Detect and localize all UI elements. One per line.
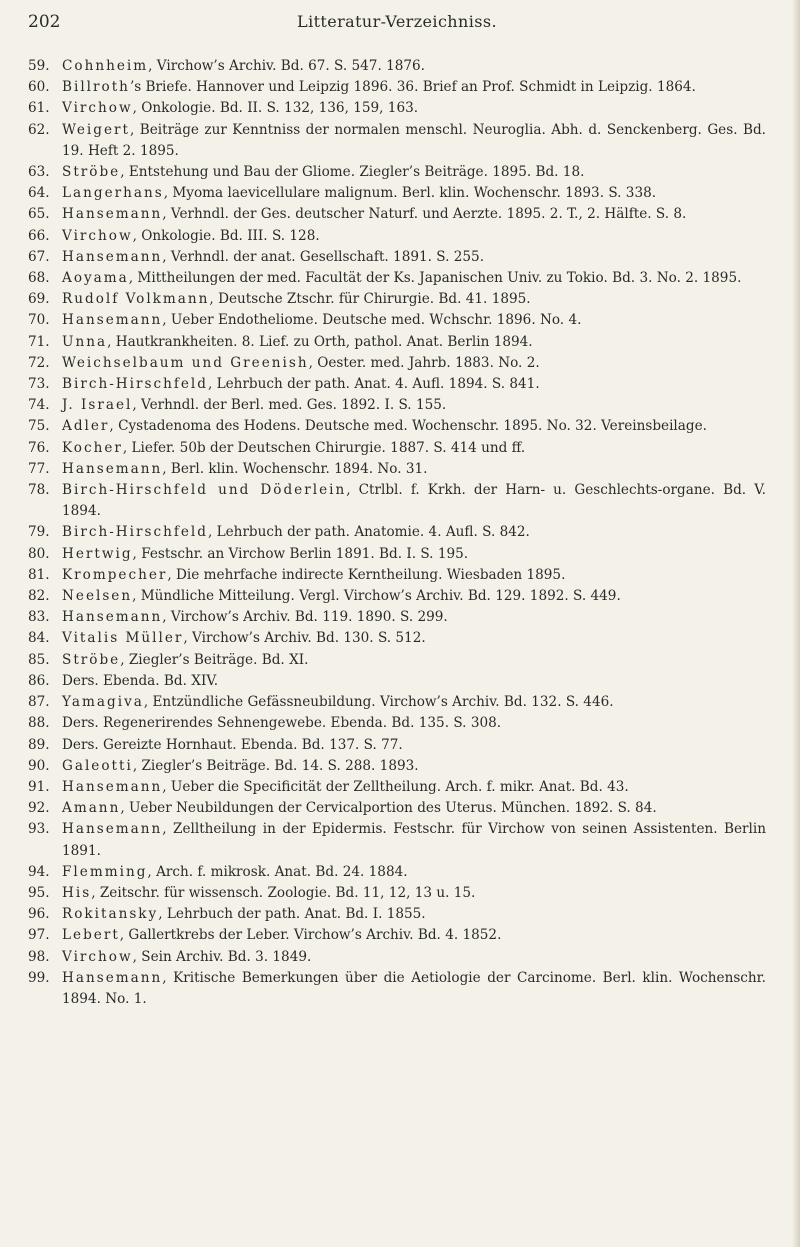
bibliography-entry xyxy=(28,968,766,1010)
entry-author: Rokitansky xyxy=(62,906,159,923)
bibliography-entry xyxy=(28,565,766,586)
entry-citation: , Verhndl. der Ges. deutscher Naturf. und Aerzte. 1895. 2. T., 2. Hälfte. S. 8. xyxy=(162,206,687,223)
entry-author: Hansemann xyxy=(62,248,163,265)
entry-text xyxy=(62,777,766,798)
entry-number: 66. xyxy=(28,227,50,244)
bibliography-entry xyxy=(28,374,766,395)
entry-citation: , Entzündliche Gefässneubildung. Virchow’s Archiv. Bd. 132. S. 446. xyxy=(143,694,614,711)
entry-author: Adler xyxy=(62,418,110,435)
entry-text xyxy=(62,544,766,565)
bibliography-entry xyxy=(28,480,766,522)
entry-number: 61. xyxy=(28,100,50,117)
entry-author: Hertwig xyxy=(62,545,133,562)
entry-citation: , Onkologie. Bd. II. S. 132, 136, 159, 163. xyxy=(132,100,419,117)
entry-text xyxy=(62,183,766,204)
entry-number: 93. xyxy=(28,821,50,838)
page-edge-shadow xyxy=(792,0,800,1247)
entry-text xyxy=(62,416,766,437)
page-header xyxy=(28,10,766,40)
entry-number: 59. xyxy=(28,58,50,74)
entry-citation: Ders. Gereizte Hornhaut. Ebenda. Bd. 137. S. 77. xyxy=(62,736,403,753)
entry-author: Amann xyxy=(62,800,121,817)
entry-text xyxy=(62,586,766,607)
entry-text xyxy=(62,438,766,459)
entry-author: Weigert xyxy=(62,121,130,138)
entry-number: 90. xyxy=(28,757,50,774)
entry-citation: , Festschr. an Virchow Berlin 1891. Bd. I. S. 195. xyxy=(132,545,469,562)
entry-citation: , Virchow’s Archiv. Bd. 67. S. 547. 1876. xyxy=(148,58,425,74)
entry-author: Birch-Hirschfeld und Döderlein xyxy=(62,482,347,499)
entry-text xyxy=(62,968,766,1010)
entry-author: Birch-Hirschfeld xyxy=(62,524,208,541)
entry-citation: , Oester. med. Jahrb. 1883. No. 2. xyxy=(308,354,540,371)
entry-text xyxy=(62,226,766,247)
entry-author: Yamagiva xyxy=(62,694,144,711)
entry-citation: , Berl. klin. Wochenschr. 1894. No. 31. xyxy=(162,460,428,477)
entry-author: Aoyama xyxy=(62,270,129,287)
entry-text xyxy=(62,904,766,925)
bibliography-entry xyxy=(28,77,766,98)
bibliography-entry xyxy=(28,819,766,861)
entry-text xyxy=(62,77,766,98)
entry-text xyxy=(62,120,766,162)
bibliography-entry xyxy=(28,650,766,671)
entry-citation: , Ctrlbl. f. Krkh. der Harn- u. Geschlechts-organe. Bd. V. 1894. xyxy=(62,482,766,520)
entry-text xyxy=(62,883,766,904)
entry-text xyxy=(62,480,766,522)
entry-author: Vitalis Müller xyxy=(62,630,184,647)
entry-number: 70. xyxy=(28,312,50,329)
entry-text xyxy=(62,522,766,543)
entry-citation: , Verhndl. der anat. Gesellschaft. 1891. S. 255. xyxy=(162,248,485,265)
bibliography-entry xyxy=(28,183,766,204)
entry-author: Unna xyxy=(62,333,108,350)
entry-text xyxy=(62,650,766,671)
entry-citation: , Ueber die Specificität der Zelltheilung. Arch. f. mikr. Anat. Bd. 43. xyxy=(162,778,629,795)
entry-citation: , Mündliche Mitteilung. Vergl. Virchow’s Archiv. Bd. 129. 1892. S. 449. xyxy=(132,588,621,605)
bibliography-entry xyxy=(28,522,766,543)
entry-number: 97. xyxy=(28,927,50,944)
entry-text xyxy=(62,798,766,819)
entry-text xyxy=(62,162,766,183)
entry-author: Virchow xyxy=(62,227,133,244)
entry-number: 76. xyxy=(28,439,50,456)
entry-author: Rudolf Volkmann xyxy=(62,291,210,308)
entry-author: Hansemann xyxy=(62,821,163,838)
entry-number: 85. xyxy=(28,651,50,668)
bibliography-entry xyxy=(28,395,766,416)
bibliography-entry xyxy=(28,798,766,819)
entry-number: 64. xyxy=(28,185,50,202)
entry-text xyxy=(62,56,766,77)
entry-author: His xyxy=(62,884,92,901)
entry-number: 79. xyxy=(28,524,50,541)
entry-citation: , Entstehung und Bau der Gliome. Ziegler’s Beiträge. 1895. Bd. 18. xyxy=(120,164,585,181)
entry-citation: , Verhndl. der Berl. med. Ges. 1892. I. S. 155. xyxy=(132,397,447,414)
bibliography-entry xyxy=(28,268,766,289)
entry-citation: ’s Briefe. Hannover und Leipzig 1896. 36. Brief an Prof. Schmidt in Leipzig. 1864. xyxy=(129,79,696,96)
bibliography-entry xyxy=(28,289,766,310)
entry-number: 69. xyxy=(28,291,50,308)
entry-text xyxy=(62,671,766,692)
entry-citation: Ders. Ebenda. Bd. XIV. xyxy=(62,672,219,689)
page-number: 202 xyxy=(28,12,61,32)
entry-citation: , Beiträge zur Kenntniss der normalen menschl. Neuroglia. Abh. d. Senckenberg. Ges. Bd. 19. Heft 2. 1895. xyxy=(62,121,766,159)
bibliography-entry xyxy=(28,777,766,798)
entry-author: Weichselbaum und Greenish xyxy=(62,354,309,371)
entry-text xyxy=(62,607,766,628)
entry-citation: , Lehrbuch der path. Anat. 4. Aufl. 1894. S. 841. xyxy=(207,376,540,393)
entry-citation: , Lehrbuch der path. Anat. Bd. I. 1855. xyxy=(158,906,426,923)
entry-author: Ströbe xyxy=(62,164,121,181)
entry-text xyxy=(62,756,766,777)
entry-text xyxy=(62,862,766,883)
entry-author: Hansemann xyxy=(62,206,163,223)
entry-author: Galeotti xyxy=(62,757,133,774)
entry-text xyxy=(62,628,766,649)
bibliography-entry xyxy=(28,98,766,119)
entry-text xyxy=(62,247,766,268)
bibliography-entry xyxy=(28,735,766,756)
entry-citation: , Zelltheilung in der Epidermis. Festschr. für Virchow von seinen Assistenten. Berlin 1891. xyxy=(62,821,766,859)
entry-citation: , Ueber Neubildungen der Cervicalportion des Uterus. München. 1892. S. 84. xyxy=(120,800,657,817)
entry-citation: , Hautkrankheiten. 8. Lief. zu Orth, pathol. Anat. Berlin 1894. xyxy=(107,333,533,350)
entry-number: 91. xyxy=(28,778,50,795)
entry-author: Flemming xyxy=(62,863,148,880)
entry-text xyxy=(62,204,766,225)
entry-number: 65. xyxy=(28,206,50,223)
entry-number: 87. xyxy=(28,694,50,711)
entry-text xyxy=(62,395,766,416)
bibliography-entry xyxy=(28,862,766,883)
entry-author: Virchow xyxy=(62,100,133,117)
entry-number: 88. xyxy=(28,715,50,732)
entry-citation: , Virchow’s Archiv. Bd. 130. S. 512. xyxy=(183,630,426,647)
entry-number: 75. xyxy=(28,418,50,435)
entry-number: 98. xyxy=(28,948,50,965)
bibliography-entry xyxy=(28,756,766,777)
entry-author: Hansemann xyxy=(62,969,163,986)
entry-author: Kocher xyxy=(62,439,123,456)
entry-number: 77. xyxy=(28,460,50,477)
entry-citation: , Die mehrfache indirecte Kerntheilung. Wiesbaden 1895. xyxy=(167,566,566,583)
entry-text xyxy=(62,692,766,713)
entry-citation: , Cystadenoma des Hodens. Deutsche med. Wochenschr. 1895. No. 32. Vereinsbeilage. xyxy=(109,418,707,435)
entry-number: 84. xyxy=(28,630,50,647)
entry-text xyxy=(62,98,766,119)
bibliography-entry xyxy=(28,310,766,331)
bibliography-entry xyxy=(28,459,766,480)
entry-author: Hansemann xyxy=(62,609,163,626)
bibliography-entry xyxy=(28,544,766,565)
entry-number: 95. xyxy=(28,884,50,901)
entry-number: 71. xyxy=(28,333,50,350)
entry-number: 99. xyxy=(28,969,50,986)
entry-author: Ströbe xyxy=(62,651,121,668)
entry-citation: , Sein Archiv. Bd. 3. 1849. xyxy=(132,948,312,965)
entry-number: 74. xyxy=(28,397,50,414)
entry-author: Virchow xyxy=(62,948,133,965)
entry-number: 68. xyxy=(28,270,50,287)
bibliography-entry xyxy=(28,628,766,649)
entry-number: 78. xyxy=(28,482,50,499)
entry-citation: , Virchow’s Archiv. Bd. 119. 1890. S. 299. xyxy=(162,609,448,626)
bibliography-entry xyxy=(28,713,766,734)
entry-number: 81. xyxy=(28,566,50,583)
bibliography-entry xyxy=(28,247,766,268)
entry-text xyxy=(62,925,766,946)
bibliography-list xyxy=(28,56,766,1010)
bibliography-entry xyxy=(28,438,766,459)
entry-text xyxy=(62,374,766,395)
entry-text xyxy=(62,268,766,289)
entry-citation: , Onkologie. Bd. III. S. 128. xyxy=(132,227,320,244)
entry-citation: , Ueber Endotheliome. Deutsche med. Wchschr. 1896. No. 4. xyxy=(162,312,582,329)
entry-number: 96. xyxy=(28,906,50,923)
entry-citation: , Ziegler’s Beiträge. Bd. 14. S. 288. 1893. xyxy=(132,757,419,774)
entry-text xyxy=(62,332,766,353)
entry-number: 89. xyxy=(28,736,50,753)
entry-number: 92. xyxy=(28,800,50,817)
entry-citation: , Liefer. 50b der Deutschen Chirurgie. 1887. S. 414 und ff. xyxy=(122,439,526,456)
entry-citation: , Mittheilungen der med. Facultät der Ks. Japanischen Univ. zu Tokio. Bd. 3. No. 2. 1895. xyxy=(128,270,742,287)
entry-author: Hansemann xyxy=(62,778,163,795)
entry-number: 94. xyxy=(28,863,50,880)
entry-author: J. Israel xyxy=(62,397,133,414)
entry-text xyxy=(62,289,766,310)
entry-number: 60. xyxy=(28,79,50,96)
entry-author: Langerhans xyxy=(62,185,164,202)
entry-number: 82. xyxy=(28,588,50,605)
entry-citation: , Deutsche Ztschr. für Chirurgie. Bd. 41. 1895. xyxy=(209,291,531,308)
entry-citation: , Gallertkrebs der Leber. Virchow’s Archiv. Bd. 4. 1852. xyxy=(119,927,502,944)
entry-citation: , Ziegler’s Beiträge. Bd. XI. xyxy=(120,651,309,668)
entry-text xyxy=(62,819,766,861)
bibliography-entry xyxy=(28,416,766,437)
entry-text xyxy=(62,735,766,756)
entry-author: Neelsen xyxy=(62,588,133,605)
entry-author: Hansemann xyxy=(62,460,163,477)
entry-text xyxy=(62,947,766,968)
bibliography-entry xyxy=(28,56,766,77)
bibliography-entry xyxy=(28,671,766,692)
bibliography-entry xyxy=(28,120,766,162)
entry-citation: , Myoma laevicellulare malignum. Berl. klin. Wochenschr. 1893. S. 338. xyxy=(163,185,657,202)
entry-number: 67. xyxy=(28,248,50,265)
bibliography-entry xyxy=(28,226,766,247)
entry-author: Birch-Hirschfeld xyxy=(62,376,208,393)
entry-number: 86. xyxy=(28,672,50,689)
entry-author: Lebert xyxy=(62,927,120,944)
entry-citation: Ders. Regenerirendes Sehnengewebe. Ebenda. Bd. 135. S. 308. xyxy=(62,715,502,732)
entry-author: Hansemann xyxy=(62,312,163,329)
bibliography-entry xyxy=(28,353,766,374)
entry-number: 62. xyxy=(28,121,50,138)
entry-number: 72. xyxy=(28,354,50,371)
entry-citation: , Lehrbuch der path. Anatomie. 4. Aufl. S. 842. xyxy=(207,524,530,541)
entry-author: Cohnheim xyxy=(62,58,149,74)
entry-number: 73. xyxy=(28,376,50,393)
entry-text xyxy=(62,310,766,331)
entry-number: 63. xyxy=(28,164,50,181)
bibliography-entry xyxy=(28,947,766,968)
bibliography-entry xyxy=(28,883,766,904)
bibliography-entry xyxy=(28,692,766,713)
entry-author: Krompecher xyxy=(62,566,168,583)
entry-citation: , Kritische Bemerkungen über die Aetiologie der Carcinome. Berl. klin. Wochenschr. 1894. No. 1. xyxy=(62,969,766,1007)
entry-author: Billroth xyxy=(62,79,130,96)
bibliography-entry xyxy=(28,162,766,183)
bibliography-entry xyxy=(28,925,766,946)
entry-citation: , Zeitschr. für wissensch. Zoologie. Bd. 11, 12, 13 u. 15. xyxy=(91,884,476,901)
bibliography-entry xyxy=(28,204,766,225)
entry-number: 83. xyxy=(28,609,50,626)
entry-number: 80. xyxy=(28,545,50,562)
entry-text xyxy=(62,353,766,374)
running-title: Litteratur-Verzeichniss. xyxy=(297,12,497,31)
entry-text xyxy=(62,565,766,586)
bibliography-entry xyxy=(28,607,766,628)
bibliography-entry xyxy=(28,332,766,353)
entry-citation: , Arch. f. mikrosk. Anat. Bd. 24. 1884. xyxy=(147,863,408,880)
entry-text xyxy=(62,459,766,480)
bibliography-entry xyxy=(28,904,766,925)
entry-text xyxy=(62,713,766,734)
bibliography-entry xyxy=(28,586,766,607)
